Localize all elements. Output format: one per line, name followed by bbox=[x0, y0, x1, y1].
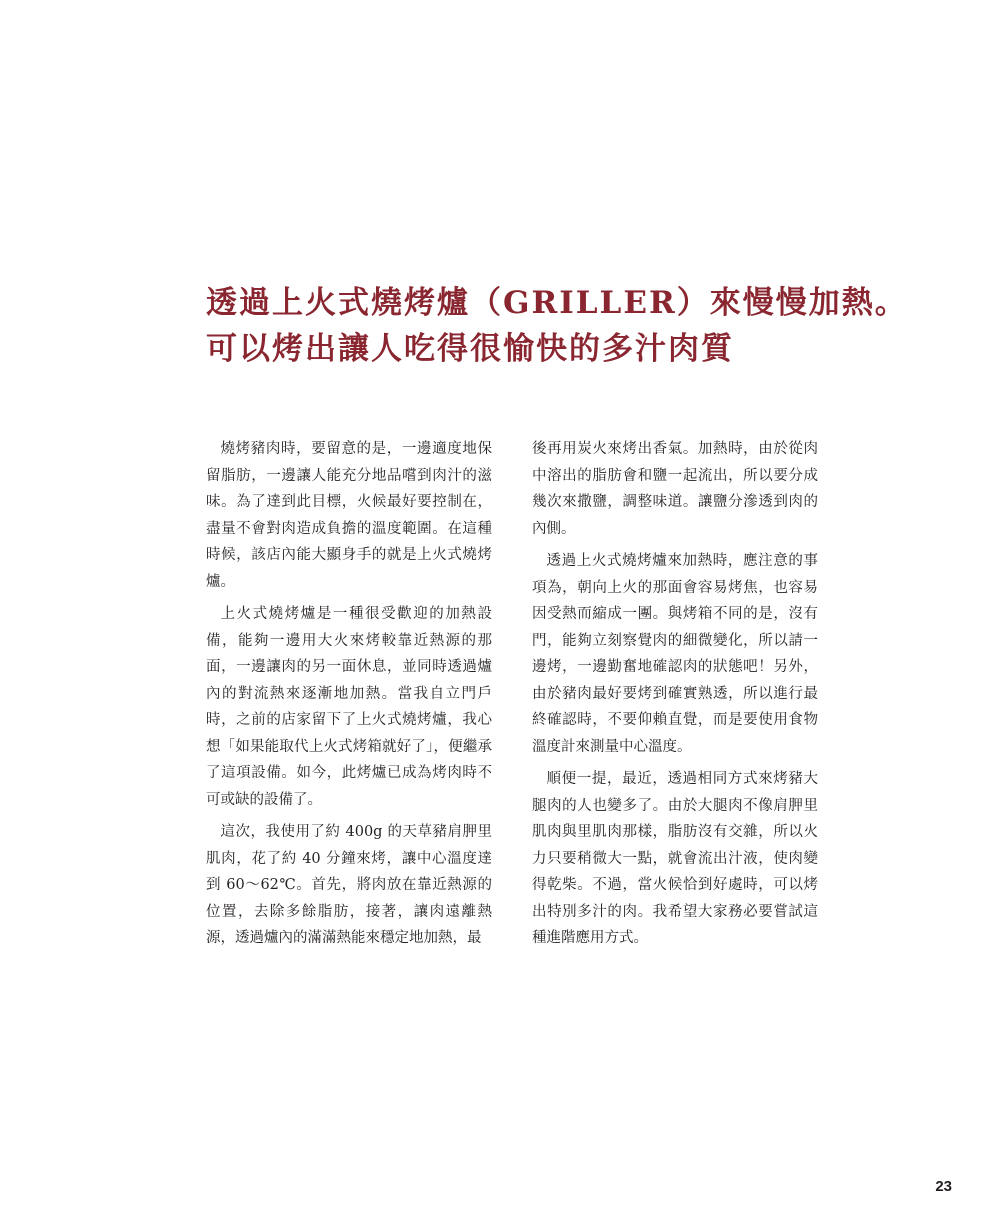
body-paragraph-continuation: 後再用炭火來烤出香氣。加熱時，由於從肉中溶出的脂肪會和鹽一起流出，所以要分成幾次來撒鹽，調整味道。讓鹽分滲透到肉的內側。 bbox=[532, 441, 818, 537]
body-paragraph: 燒烤豬肉時，要留意的是，一邊適度地保留脂肪，一邊讓人能充分地品嚐到肉汁的滋味。為了達到此目標，火候最好要控制在，盡量不會對肉造成負擔的溫度範圍。在這種時候，該店內能大顯身手的就是上火式燒烤爐。 bbox=[206, 441, 492, 590]
body-column-right bbox=[532, 436, 818, 958]
body-paragraph: 順便一提，最近，透過相同方式來烤豬大腿肉的人也變多了。由於大腿肉不像肩胛里肌肉與里肌肉那樣，脂肪沒有交雜，所以火力只要稍微大一點，就會流出汁液，使肉變得乾柴。不過，當火候恰到好處時，可以烤出特別多汁的肉。我希望大家務必要嘗試這種進階應用方式。 bbox=[532, 771, 818, 946]
headline-line-1: 透過上火式燒烤爐（GRILLER）來慢慢加熱。 bbox=[206, 285, 908, 321]
body-paragraph: 這次，我使用了約 400g 的天草豬肩胛里肌肉，花了約 40 分鐘來烤，讓中心溫度達到 60～62℃。首先，將肉放在靠近熱源的位置，去除多餘脂肪，接著，讓肉遠離熱源，透過爐內的滿滿熱能來穩定地加熱，最 bbox=[206, 824, 492, 946]
body-column-left bbox=[206, 436, 492, 958]
body-paragraph: 透過上火式燒烤爐來加熱時，應注意的事項為，朝向上火的那面會容易烤焦，也容易因受熱而縮成一團。與烤箱不同的是，沒有門，能夠立刻察覺肉的細微變化，所以請一邊烤，一邊勤奮地確認肉的狀態吧！另外，由於豬肉最好要烤到確實熟透，所以進行最終確認時，不要仰賴直覺，而是要使用食物溫度計來測量中心溫度。 bbox=[532, 553, 818, 755]
page-number: 23 bbox=[935, 1178, 952, 1195]
body-paragraph: 上火式燒烤爐是一種很受歡迎的加熱設備，能夠一邊用大火來烤較靠近熱源的那面，一邊讓肉的另一面休息，並同時透過爐內的對流熱來逐漸地加熱。當我自立門戶時，之前的店家留下了上火式燒烤爐，我心想「如果能取代上火式烤箱就好了」，便繼承了這項設備。如今，此烤爐已成為烤肉時不可或缺的設備了。 bbox=[206, 606, 492, 808]
headline-line-2: 可以烤出讓人吃得很愉快的多汁肉質 bbox=[206, 331, 734, 367]
article-headline bbox=[206, 280, 908, 372]
